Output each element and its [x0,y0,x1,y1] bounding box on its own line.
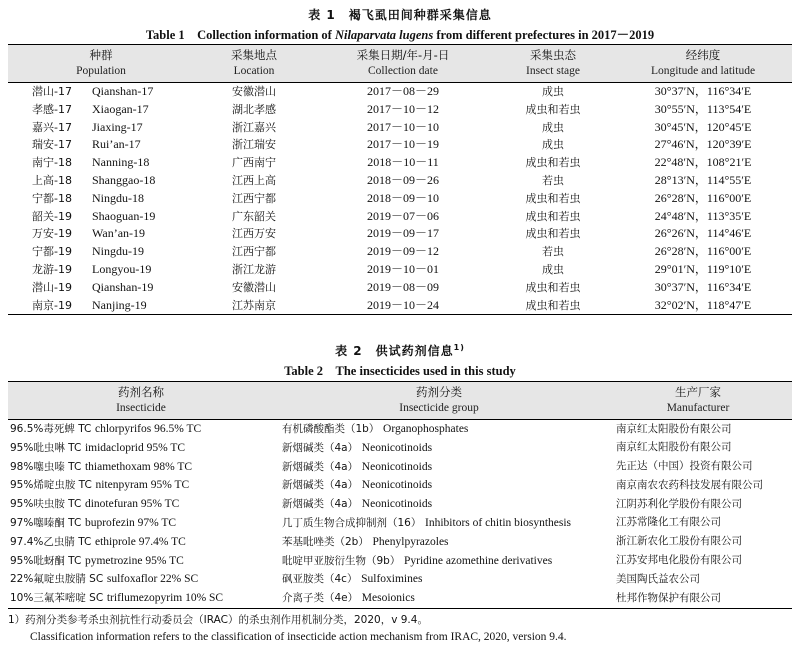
stage-cell: 成虫和若虫 [525,156,581,170]
population-name-zh: 宁都-18 [32,191,72,205]
date-cell: 2017－08－29 [366,84,439,98]
population-cell [8,261,194,279]
insecticide-name-en: thiamethoxam 98% TC [84,460,193,473]
insecticide-group-cell [274,439,604,458]
population-name-en: Xiaogan-17 [92,101,149,116]
group-name-en: Organophosphates [383,423,469,435]
location-cell: 湖北孝感 [232,102,276,116]
insecticide-cell [8,458,274,477]
insecticide-name-en: triflumezopyrim 10% SC [106,592,224,605]
population-name-en: Qianshan-17 [92,84,154,98]
manufacturer-cell: 先正达（中国）投资有限公司 [616,460,753,473]
date-cell: 2019－10－01 [366,261,439,276]
insecticide-cell [8,533,274,552]
footnote-zh-text: 1）药剂分类参考杀虫剂抗性行动委员会（IRAC）的杀虫剂作用机制分类，2020，v 9.4。 [8,614,428,626]
group-name-zh: 新烟碱类（4a） [282,460,359,473]
population-name-zh: 孝感-17 [32,102,72,116]
population-name-en: Wan’an-19 [92,226,146,241]
manufacturer-cell: 南京南农农药科技发展有限公司 [616,478,763,491]
population-name-zh: 南宁-18 [32,156,72,170]
population-cell [8,83,194,101]
coord-cell: 30°55′N，113°54′E [654,101,752,116]
group-name-zh: 吡啶甲亚胺衍生物（9b） [282,554,401,567]
t1-header-location-zh: 采集地点 [194,45,314,64]
insecticide-group-cell [274,495,604,514]
population-name-en: Nanning-18 [92,155,150,170]
population-cell [8,279,194,297]
group-name-en: Inhibitors of chitin biosynthesis [425,516,572,529]
table-row [8,101,792,119]
population-cell [8,101,194,119]
population-name-zh: 宁都-19 [32,245,72,259]
group-name-en: Mesoionics [361,592,415,605]
population-cell [8,243,194,261]
group-name-zh: 介离子类（4e） [282,592,359,605]
insecticide-name-en: imidacloprid 95% TC [84,441,186,454]
population-table-body [8,83,792,315]
coord-cell: 29°01′N，119°10′E [654,261,752,276]
t1-header-date-zh: 采集日期/年-月-日 [314,45,492,64]
insecticide-group-cell [274,533,604,552]
population-cell [8,119,194,137]
t1-header-population-zh: 种群 [8,45,194,64]
table2-caption-en: Table 2 The insecticides used in this study [284,364,516,378]
table-row [8,261,792,279]
insecticide-name-zh: 95%吡虫啉 TC [10,441,82,454]
location-cell: 浙江嘉兴 [232,120,276,134]
date-cell: 2018－09－10 [366,190,439,205]
manufacturer-cell: 美国陶氏益农公司 [616,572,700,585]
date-cell: 2019－07－06 [366,208,439,223]
t1-header-population-en: Population [8,63,194,83]
location-cell: 江西宁都 [232,191,276,205]
manufacturer-cell: 江苏常隆化工有限公司 [616,516,721,529]
location-cell: 江苏南京 [232,298,276,312]
t1-header-stage-zh: 采集虫态 [492,45,614,64]
insecticide-group-cell [274,458,604,477]
population-name-zh: 韶关-19 [32,209,72,223]
insecticide-name-zh: 98%噻虫嗪 TC [10,460,82,473]
population-name-en: Shanggao-18 [92,172,156,187]
date-cell: 2019－09－17 [366,226,439,241]
table-row [8,243,792,261]
population-name-zh: 潜山-19 [32,280,72,294]
date-cell: 2017－10－10 [366,119,439,134]
table-row [8,514,792,533]
table-row [8,279,792,297]
date-cell: 2018－10－11 [367,155,439,170]
population-name-en: Longyou-19 [92,261,152,276]
insecticide-group-cell [274,420,604,439]
stage-cell: 成虫 [542,85,564,98]
population-cell [8,172,194,190]
population-cell [8,297,194,315]
location-cell: 广西南宁 [232,156,276,170]
location-cell: 安徽潜山 [232,280,276,294]
insecticide-cell [8,570,274,589]
group-name-en: Neonicotinoids [361,498,433,511]
date-cell: 2019－09－12 [366,244,439,259]
table-row [8,570,792,589]
table1-caption-zh: 表 1 褐飞虱田间种群采集信息 [308,8,492,22]
table2-caption-zh [0,342,800,359]
stage-cell: 成虫和若虫 [525,102,581,116]
table-row [8,154,792,172]
stage-cell: 成虫 [542,138,564,152]
table-row [8,208,792,226]
location-cell: 安徽潜山 [232,85,276,98]
population-name-zh: 潜山-17 [32,85,72,98]
insecticide-group-cell [274,589,604,608]
population-name-en: Shaoguan-19 [92,208,156,223]
group-name-zh: 新烟碱类（4a） [282,441,359,454]
coord-cell: 30°37′N，116°34′E [654,279,752,294]
population-name-en: Ningdu-19 [92,244,144,259]
insecticide-cell [8,439,274,458]
t2-header-manufacturer-en: Manufacturer [604,400,792,420]
insecticide-cell [8,495,274,514]
population-name-en: Nanjing-19 [92,297,147,312]
group-name-en: Neonicotinoids [361,479,433,492]
coord-cell: 26°28′N，116°00′E [654,244,752,259]
stage-cell: 成虫和若虫 [525,191,581,205]
insecticide-name-en: chlorpyrifos 96.5% TC [94,423,202,435]
date-cell: 2017－10－19 [366,137,439,152]
insecticide-name-zh: 95%烯啶虫胺 TC [10,479,92,492]
date-cell: 2018－09－26 [366,172,439,187]
table-row [8,297,792,315]
population-cell [8,136,194,154]
t2-header-group-en: Insecticide group [274,400,604,420]
population-name-zh: 上高-18 [32,173,72,187]
insecticide-cell [8,514,274,533]
table-row [8,476,792,495]
location-cell: 广东韶关 [232,209,276,223]
population-name-zh: 嘉兴-17 [32,120,72,134]
population-name-en: Jiaxing-17 [92,119,143,134]
footnote-zh [8,612,792,627]
coord-cell: 32°02′N，118°47′E [654,297,752,312]
table-row [8,136,792,154]
table2-caption-footnote-mark: 1) [453,343,465,352]
population-cell [8,154,194,172]
group-name-zh: 新烟碱类（4a） [282,498,359,511]
population-cell [8,225,194,243]
group-name-en: Pyridine azomethine derivatives [404,554,553,567]
population-name-zh: 瑞安-17 [32,138,72,152]
manufacturer-cell: 江苏安邦电化股份有限公司 [616,554,742,567]
manufacturer-cell: 杜邦作物保护有限公司 [616,591,721,604]
manufacturer-cell: 南京红太阳股份有限公司 [616,441,732,454]
date-cell: 2017－10－12 [366,101,439,116]
table-row [8,83,792,101]
group-name-en: Phenylpyrazoles [372,535,449,548]
population-name-en: Rui’an-17 [92,137,141,152]
table-row [8,190,792,208]
t1-header-stage-en: Insect stage [492,63,614,83]
population-name-en: Qianshan-19 [92,279,154,294]
manufacturer-cell: 江阴苏利化学股份有限公司 [616,497,742,510]
insecticide-name-en: nitenpyram 95% TC [95,479,190,492]
location-cell: 江西上高 [232,173,276,187]
table1-caption-en-suffix: from different prefectures in 2017－2019 [433,28,655,42]
insecticide-name-en: buprofezin 97% TC [84,516,177,529]
date-cell: 2019－08－09 [366,279,439,294]
population-cell [8,208,194,226]
manufacturer-cell: 浙江新农化工股份有限公司 [616,535,742,548]
group-name-zh: 砜亚胺类（4c） [282,573,358,586]
group-name-zh: 新烟碱类（4a） [282,479,359,492]
insecticide-name-en: sulfoxaflor 22% SC [106,573,199,586]
coord-cell: 28°13′N，114°55′E [654,172,752,187]
insecticide-name-zh: 95%吡蚜酮 TC [10,554,82,567]
table-row [8,589,792,608]
table-row [8,439,792,458]
coord-cell: 30°45′N，120°45′E [654,119,752,134]
insecticide-name-zh: 96.5%毒死蜱 TC [10,423,92,435]
insecticide-name-zh: 97%噻嗪酮 TC [10,516,82,529]
population-name-zh: 龙游-19 [32,262,72,276]
date-cell: 2019－10－24 [366,297,439,312]
population-name-zh: 南京-19 [32,298,72,312]
group-name-zh: 几丁质生物合成抑制剂（16） [282,516,422,529]
location-cell: 浙江瑞安 [232,138,276,152]
group-name-en: Neonicotinoids [361,441,433,454]
insecticide-group-cell [274,570,604,589]
location-cell: 浙江龙游 [232,262,276,276]
insecticide-group-cell [274,552,604,571]
insecticide-name-zh: 10%三氟苯嘧啶 SC [10,592,104,605]
species-name: Nilaparvata lugens [334,28,434,42]
t2-header-insecticide-en: Insecticide [8,400,274,420]
insecticide-cell [8,589,274,608]
population-table [8,44,792,315]
location-cell: 江西万安 [232,227,276,241]
table-row [8,495,792,514]
group-name-zh: 有机磷酸酯类（1b） [282,423,380,435]
stage-cell: 成虫 [542,120,564,134]
table-row [8,172,792,190]
t1-header-location-en: Location [194,63,314,83]
stage-cell: 成虫 [542,262,564,276]
table-row [8,225,792,243]
t1-header-coord-en: Longitude and latitude [614,63,792,83]
manufacturer-cell: 南京红太阳股份有限公司 [616,422,732,435]
population-cell [8,190,194,208]
insecticide-cell [8,420,274,439]
population-name-zh: 万安-19 [32,227,72,241]
t2-header-group-zh: 药剂分类 [274,382,604,401]
insecticide-group-cell [274,476,604,495]
t1-header-date-en: Collection date [314,63,492,83]
location-cell: 江西宁都 [232,245,276,259]
t2-header-insecticide-zh: 药剂名称 [8,382,274,401]
group-name-en: Neonicotinoids [361,460,433,473]
stage-cell: 成虫和若虫 [525,227,581,241]
insecticide-name-zh: 95%呋虫胺 TC [10,498,82,511]
t1-header-coord-zh: 经纬度 [614,45,792,64]
insecticide-cell [8,552,274,571]
table2-caption-zh-text: 表 2 供试药剂信息 [335,344,454,358]
insecticide-table [8,381,792,609]
insecticide-name-en: dinotefuran 95% TC [84,498,180,511]
table-row [8,533,792,552]
coord-cell: 26°26′N，114°46′E [654,226,752,241]
insecticide-name-en: pymetrozine 95% TC [84,554,184,567]
insecticide-group-cell [274,514,604,533]
table-row [8,552,792,571]
insecticide-table-body [8,420,792,609]
insecticide-cell [8,476,274,495]
footnote-en [8,630,792,643]
t2-header-manufacturer-zh: 生产厂家 [604,382,792,401]
insecticide-name-en: ethiprole 97.4% TC [94,535,186,548]
coord-cell: 30°37′N，116°34′E [654,84,752,98]
table1-caption-en [0,25,800,43]
coord-cell: 24°48′N，113°35′E [654,208,752,223]
table-row [8,458,792,477]
stage-cell: 若虫 [542,245,564,259]
coord-cell: 27°46′N，120°39′E [654,137,752,152]
stage-cell: 成虫和若虫 [525,209,581,223]
stage-cell: 成虫和若虫 [525,298,581,312]
insecticide-name-zh: 22%氟啶虫胺腈 SC [10,573,104,586]
stage-cell: 成虫和若虫 [525,280,581,294]
coord-cell: 26°28′N，116°00′E [654,190,752,205]
table1-caption-en-prefix: Table 1 Collection information of [145,28,335,42]
group-name-zh: 苯基吡唑类（2b） [282,535,369,548]
group-name-en: Sulfoximines [361,573,423,586]
table-row [8,420,792,439]
insecticide-name-zh: 97.4%乙虫腈 TC [10,535,92,548]
stage-cell: 若虫 [542,173,564,187]
population-name-en: Ningdu-18 [92,190,144,205]
footnote-en-text: Classification information refers to the classification of insecticide action mechanism from IRAC, 2020, version 9.4. [30,631,567,643]
table-row [8,119,792,137]
coord-cell: 22°48′N，108°21′E [654,155,752,170]
